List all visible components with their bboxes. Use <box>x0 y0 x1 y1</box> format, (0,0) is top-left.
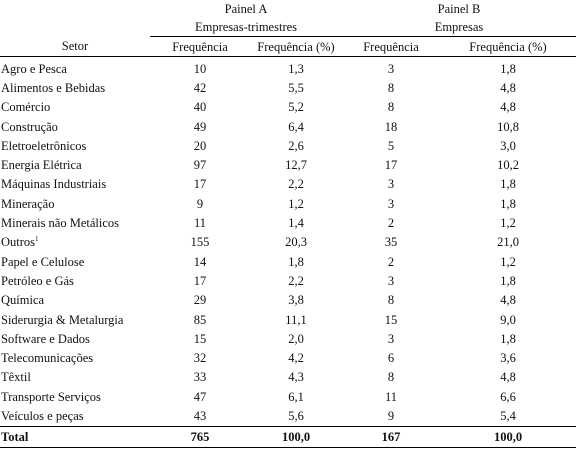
cell-freq-b <box>342 387 440 406</box>
table-row <box>0 368 576 387</box>
cell-setor-text: Papel e Celulose <box>1 254 85 269</box>
cell-setor-text: Construção <box>1 119 58 134</box>
table-row <box>0 406 576 426</box>
cell-pct-a-text: 2,2 <box>288 177 304 192</box>
cell-setor <box>0 233 150 252</box>
cell-freq-b <box>342 310 440 329</box>
cell-freq-a-text: 11 <box>193 216 207 231</box>
cell-pct-b <box>440 175 576 194</box>
cell-setor <box>0 252 150 271</box>
cell-freq-b <box>342 78 440 97</box>
cell-pct-a-text: 5,6 <box>288 408 304 423</box>
cell-freq-b <box>342 368 440 387</box>
cell-pct-a-text: 2,2 <box>288 273 304 288</box>
cell-freq-b-text: 35 <box>384 235 398 250</box>
cell-pct-a-text: 1,3 <box>288 61 304 76</box>
cell-freq-b <box>342 329 440 348</box>
cell-freq-a <box>150 98 250 117</box>
cell-pct-a <box>250 98 342 117</box>
panel-b-title: Painel B <box>437 2 481 16</box>
table-row <box>0 57 576 79</box>
cell-pct-b-text: 3,0 <box>500 138 516 153</box>
cell-setor-text: Têxtil <box>1 370 31 385</box>
cell-freq-a <box>150 155 250 174</box>
cell-freq-b <box>342 136 440 155</box>
cell-freq-a <box>150 348 250 367</box>
cell-pct-b-text: 6,6 <box>500 389 516 404</box>
cell-freq-a-text: 49 <box>193 119 207 134</box>
cell-freq-b-text: 2 <box>387 216 395 231</box>
cell-setor-text: Telecomunicações <box>1 351 94 366</box>
table-row <box>0 271 576 290</box>
cell-freq-b <box>342 175 440 194</box>
cell-freq-b-text: 8 <box>387 100 395 115</box>
table-row <box>0 252 576 271</box>
cell-freq-b <box>342 117 440 136</box>
cell-freq-a-text: 10 <box>193 61 207 76</box>
cell-freq-b <box>342 291 440 310</box>
cell-freq-b-text: 17 <box>384 158 398 173</box>
cell-pct-b <box>440 136 576 155</box>
cell-pct-b <box>440 213 576 232</box>
cell-freq-b-text: 18 <box>384 119 398 134</box>
cell-pct-a <box>250 57 342 79</box>
cell-setor-text: Energia Elétrica <box>1 158 82 173</box>
panel-b-subtitle: Empresas <box>342 18 576 37</box>
cell-pct-a <box>250 271 342 290</box>
cell-freq-a <box>150 194 250 213</box>
cell-freq-b <box>342 233 440 252</box>
cell-setor <box>0 57 150 79</box>
cell-pct-b-text: 5,4 <box>500 408 516 423</box>
cell-pct-a-text: 1,8 <box>288 254 304 269</box>
cell-freq-a <box>150 213 250 232</box>
cell-freq-a-text: 155 <box>190 235 210 250</box>
cell-setor <box>0 310 150 329</box>
cell-setor-text: Alimentos e Bebidas <box>1 80 106 95</box>
cell-setor-text: Transporte Serviços <box>1 389 101 404</box>
footnote-marker: 1 <box>35 235 39 244</box>
cell-pct-a-text: 5,5 <box>288 80 304 95</box>
cell-freq-a <box>150 136 250 155</box>
cell-pct-a-text: 6,4 <box>288 119 304 134</box>
panel-subtitle-row <box>0 18 576 37</box>
cell-freq-b <box>342 348 440 367</box>
col-header-freq-b: Frequência <box>342 37 440 57</box>
cell-pct-a <box>250 348 342 367</box>
cell-pct-a <box>250 233 342 252</box>
table-body <box>0 57 576 427</box>
cell-freq-b <box>342 57 440 79</box>
cell-pct-b-text: 1,2 <box>500 254 516 269</box>
cell-freq-a <box>150 252 250 271</box>
cell-pct-a-text: 11,1 <box>285 312 307 327</box>
cell-pct-b-text: 10,8 <box>497 119 519 134</box>
cell-freq-b-text: 3 <box>387 273 395 288</box>
cell-setor <box>0 155 150 174</box>
cell-freq-a-text: 97 <box>193 158 207 173</box>
table-row <box>0 98 576 117</box>
cell-setor-text: Minerais não Metálicos <box>1 216 120 231</box>
cell-freq-b-text: 3 <box>387 177 395 192</box>
cell-freq-a-text: 47 <box>193 389 207 404</box>
cell-freq-a <box>150 78 250 97</box>
table-row <box>0 387 576 406</box>
cell-pct-b <box>440 291 576 310</box>
table-row <box>0 155 576 174</box>
cell-pct-a <box>250 117 342 136</box>
panel-a-subtitle: Empresas-trimestres <box>150 18 342 37</box>
cell-setor-text: Software e Dados <box>1 331 90 346</box>
cell-pct-b <box>440 117 576 136</box>
table-row <box>0 78 576 97</box>
cell-pct-a <box>250 291 342 310</box>
cell-freq-b <box>342 252 440 271</box>
table-row <box>0 136 576 155</box>
cell-pct-a-text: 4,3 <box>288 370 304 385</box>
col-header-pct-a: Frequência (%) <box>250 37 342 57</box>
cell-pct-a-text: 2,0 <box>288 331 304 346</box>
cell-pct-b <box>440 57 576 79</box>
cell-pct-a <box>250 406 342 426</box>
cell-pct-b <box>440 194 576 213</box>
cell-freq-b <box>342 194 440 213</box>
cell-setor-text: Mineração <box>1 196 55 211</box>
total-freq-a: 765 <box>150 426 250 447</box>
cell-setor <box>0 117 150 136</box>
panel-title-row <box>0 0 576 18</box>
total-row <box>0 426 576 447</box>
cell-freq-a <box>150 387 250 406</box>
cell-pct-b-text: 1,8 <box>500 177 516 192</box>
cell-setor-text: Comércio <box>1 100 51 115</box>
cell-pct-a <box>250 252 342 271</box>
total-pct-a: 100,0 <box>250 426 342 447</box>
table-row <box>0 213 576 232</box>
cell-pct-a <box>250 136 342 155</box>
cell-pct-b-text: 1,8 <box>500 273 516 288</box>
cell-setor <box>0 406 150 426</box>
cell-setor <box>0 291 150 310</box>
cell-setor <box>0 387 150 406</box>
cell-pct-b-text: 3,6 <box>500 351 516 366</box>
cell-setor-text: Eletroeletrônicos <box>1 138 87 153</box>
cell-pct-b <box>440 98 576 117</box>
cell-setor <box>0 194 150 213</box>
cell-setor <box>0 78 150 97</box>
cell-setor <box>0 213 150 232</box>
cell-setor-text: Veículos e peças <box>1 408 84 423</box>
cell-freq-a <box>150 291 250 310</box>
cell-pct-b <box>440 78 576 97</box>
cell-freq-b-text: 15 <box>384 312 398 327</box>
cell-pct-a <box>250 155 342 174</box>
cell-pct-a <box>250 175 342 194</box>
cell-freq-a-text: 32 <box>193 351 207 366</box>
cell-freq-a-text: 17 <box>193 177 207 192</box>
cell-pct-b <box>440 233 576 252</box>
cell-pct-b-text: 4,8 <box>500 293 516 308</box>
table-row <box>0 175 576 194</box>
cell-freq-b <box>342 271 440 290</box>
cell-pct-b <box>440 348 576 367</box>
table-row <box>0 291 576 310</box>
cell-freq-a <box>150 368 250 387</box>
blank-cell <box>0 0 150 18</box>
cell-pct-a <box>250 310 342 329</box>
cell-pct-b-text: 1,2 <box>500 216 516 231</box>
cell-pct-a <box>250 78 342 97</box>
table-row <box>0 329 576 348</box>
blank-cell <box>0 18 150 37</box>
cell-setor-text: Química <box>1 293 45 308</box>
cell-pct-a <box>250 368 342 387</box>
cell-freq-b-text: 8 <box>387 370 395 385</box>
col-header-setor: Setor <box>0 37 150 57</box>
cell-setor <box>0 348 150 367</box>
cell-setor-text: Máquinas Industriais <box>1 177 107 192</box>
cell-setor <box>0 175 150 194</box>
cell-pct-b <box>440 310 576 329</box>
cell-pct-b-text: 4,8 <box>500 370 516 385</box>
cell-freq-a-text: 33 <box>193 370 207 385</box>
table-row <box>0 348 576 367</box>
cell-freq-b-text: 2 <box>387 254 395 269</box>
column-header-row <box>0 37 576 57</box>
cell-pct-a-text: 6,1 <box>288 389 304 404</box>
cell-freq-a-text: 9 <box>196 196 204 211</box>
cell-freq-a-text: 85 <box>193 312 207 327</box>
cell-freq-a-text: 42 <box>193 80 207 95</box>
cell-pct-b-text: 1,8 <box>500 61 516 76</box>
cell-freq-a-text: 40 <box>193 100 207 115</box>
cell-pct-b <box>440 368 576 387</box>
total-pct-b: 100,0 <box>440 426 576 447</box>
cell-freq-b-text: 8 <box>387 293 395 308</box>
cell-freq-b-text: 3 <box>387 331 395 346</box>
cell-freq-b-text: 6 <box>387 351 395 366</box>
cell-freq-b-text: 3 <box>387 196 395 211</box>
cell-pct-a <box>250 387 342 406</box>
cell-freq-a-text: 43 <box>193 408 207 423</box>
cell-pct-b-text: 4,8 <box>500 80 516 95</box>
panel-a-title: Painel A <box>224 2 268 16</box>
cell-pct-b <box>440 387 576 406</box>
cell-pct-b <box>440 406 576 426</box>
cell-pct-b-text: 4,8 <box>500 100 516 115</box>
cell-setor <box>0 136 150 155</box>
cell-pct-b-text: 1,8 <box>500 331 516 346</box>
cell-freq-b-text: 11 <box>384 389 398 404</box>
cell-pct-a <box>250 213 342 232</box>
cell-pct-a-text: 1,2 <box>288 196 304 211</box>
cell-freq-b-text: 3 <box>387 61 395 76</box>
cell-freq-a <box>150 271 250 290</box>
cell-freq-a-text: 20 <box>193 138 207 153</box>
cell-freq-b-text: 8 <box>387 80 395 95</box>
cell-pct-a-text: 3,8 <box>288 293 304 308</box>
cell-freq-b-text: 5 <box>387 138 395 153</box>
cell-pct-a <box>250 194 342 213</box>
table-row <box>0 194 576 213</box>
cell-freq-b <box>342 406 440 426</box>
cell-setor <box>0 368 150 387</box>
cell-freq-b <box>342 213 440 232</box>
total-label: Total <box>0 426 150 447</box>
cell-pct-a-text: 20,3 <box>285 235 307 250</box>
cell-freq-a-text: 14 <box>193 254 207 269</box>
cell-freq-b-text: 9 <box>387 408 395 423</box>
cell-pct-b <box>440 271 576 290</box>
col-header-freq-a: Frequência <box>150 37 250 57</box>
cell-setor-text: Outros <box>1 235 36 250</box>
cell-pct-b-text: 1,8 <box>500 196 516 211</box>
cell-pct-a-text: 2,6 <box>288 138 304 153</box>
table-row <box>0 233 576 252</box>
cell-freq-b <box>342 155 440 174</box>
cell-freq-a <box>150 57 250 79</box>
cell-pct-b-text: 10,2 <box>497 158 519 173</box>
cell-pct-b <box>440 155 576 174</box>
cell-freq-a <box>150 175 250 194</box>
cell-freq-a-text: 15 <box>193 331 207 346</box>
cell-pct-a-text: 5,2 <box>288 100 304 115</box>
cell-setor-text: Agro e Pesca <box>1 61 67 76</box>
cell-freq-a <box>150 117 250 136</box>
cell-pct-a-text: 4,2 <box>288 351 304 366</box>
cell-pct-a-text: 12,7 <box>285 158 307 173</box>
cell-freq-a-text: 29 <box>193 293 207 308</box>
cell-freq-a-text: 17 <box>193 273 207 288</box>
table-row <box>0 117 576 136</box>
table-row <box>0 310 576 329</box>
cell-pct-b <box>440 329 576 348</box>
cell-freq-a <box>150 329 250 348</box>
cell-pct-a-text: 1,4 <box>288 216 304 231</box>
cell-setor-text: Petróleo e Gás <box>1 273 74 288</box>
cell-setor <box>0 329 150 348</box>
cell-setor <box>0 98 150 117</box>
cell-freq-a <box>150 233 250 252</box>
col-header-pct-b: Frequência (%) <box>440 37 576 57</box>
cell-freq-a <box>150 406 250 426</box>
cell-pct-b-text: 21,0 <box>497 235 519 250</box>
cell-freq-b <box>342 98 440 117</box>
total-freq-b: 167 <box>342 426 440 447</box>
cell-freq-a <box>150 310 250 329</box>
cell-pct-b <box>440 252 576 271</box>
cell-pct-a <box>250 329 342 348</box>
cell-pct-b-text: 9,0 <box>500 312 516 327</box>
cell-setor <box>0 271 150 290</box>
cell-setor-text: Siderurgia & Metalurgia <box>1 312 124 327</box>
